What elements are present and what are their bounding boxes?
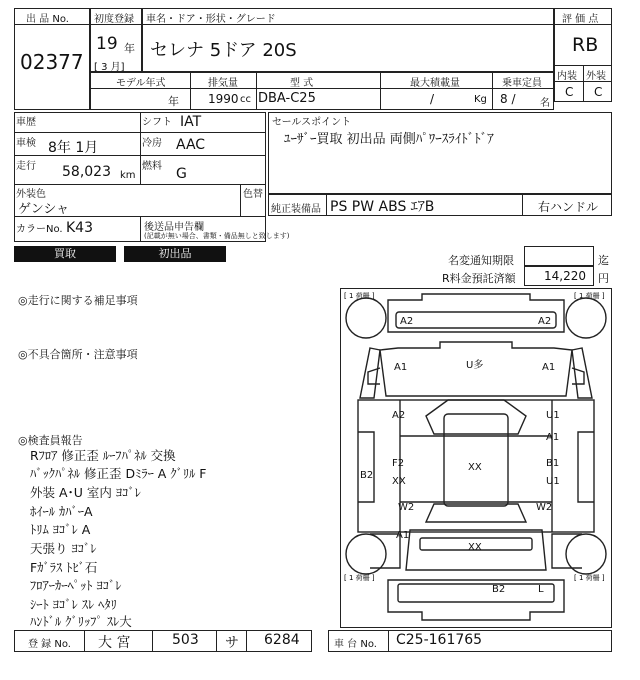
aftermarket-label: 後送品申告欄 bbox=[144, 222, 204, 233]
model-label: 型 式 bbox=[290, 78, 314, 89]
displacement: 1990 bbox=[208, 92, 239, 106]
ac-label: 冷房 bbox=[142, 138, 162, 149]
chassis: C25-161765 bbox=[396, 632, 483, 648]
inspection: 8年 1月 bbox=[48, 140, 99, 156]
model-year-label: モデル年式 bbox=[116, 78, 166, 89]
year-unit: 年 bbox=[124, 42, 135, 55]
mark-a1-left-top: A1 bbox=[394, 362, 408, 373]
mark-u1-right: U1 bbox=[546, 476, 560, 487]
mark-a2-front-left: A2 bbox=[400, 316, 414, 327]
steering: 右ハンドル bbox=[538, 200, 599, 214]
color-label: 外装色 bbox=[16, 189, 46, 200]
inspector-line: 天張り ﾖｺﾞﾚ bbox=[30, 541, 97, 556]
name-change-unit: 迄 bbox=[598, 254, 609, 267]
interior-grade: C bbox=[565, 85, 574, 99]
chassis-label: 車 台 No. bbox=[334, 639, 377, 650]
lot-no-label: 出 品 No. bbox=[26, 14, 69, 25]
capacity: 8 / bbox=[500, 92, 516, 106]
driving-notes-label: ◎走行に関する補足事項 bbox=[18, 294, 138, 307]
sales-point-text: ﾕｰｻﾞｰ買取 初出品 両側ﾊﾟﾜｰｽﾗｲﾄﾞﾄﾞｱ bbox=[284, 132, 494, 147]
mark-a1-left-rear: A1 bbox=[396, 530, 410, 541]
mileage: 58,023 bbox=[62, 164, 111, 180]
inspector-line: Fｶﾞﾗｽ ﾄﾋﾞ石 bbox=[30, 560, 98, 575]
tag-buyback: 買取 bbox=[14, 246, 116, 262]
history-label: 車歴 bbox=[16, 117, 36, 128]
rating-label: 評 価 点 bbox=[562, 14, 599, 25]
inspector-line: Rﾌﾛｱ 修正歪 ﾙｰﾌﾊﾟﾈﾙ 交換 bbox=[30, 448, 176, 463]
inspector-line: ﾌﾛｱｰｶｰﾍﾟｯﾄ ﾖｺﾞﾚ bbox=[30, 578, 122, 593]
reg-class: 503 bbox=[172, 632, 199, 648]
reg-place: 大 宮 bbox=[98, 635, 131, 651]
exterior-grade: C bbox=[594, 85, 603, 99]
model: DBA-C25 bbox=[258, 91, 316, 106]
exterior-label: 外装 bbox=[586, 71, 606, 82]
max-load-label: 最大積載量 bbox=[410, 78, 460, 89]
inspector-line: ﾊﾞｯｸﾊﾟﾈﾙ 修正歪 Dﾐﾗｰ A ｸﾞﾘﾙ F bbox=[30, 466, 207, 481]
reg-kana: サ bbox=[225, 635, 239, 651]
inspector-line: ﾊﾝﾄﾞﾙ ｸﾞﾘｯﾌﾟ ｽﾚ大 bbox=[30, 614, 132, 629]
model-year-unit: 年 bbox=[168, 95, 179, 108]
first-reg-label: 初度登録 bbox=[94, 14, 134, 25]
mark-a1-right-door: A1 bbox=[546, 432, 560, 443]
inspector-line: ｼｰﾄ ﾖｺﾞﾚ ｽﾚ ﾍﾀﾘ bbox=[30, 597, 117, 612]
aftermarket-note: (記載が無い場合、書類・備品無しと致します) bbox=[144, 232, 290, 240]
mark-l-rear: L bbox=[538, 584, 544, 595]
mark-xx-rear: XX bbox=[468, 542, 482, 553]
reg-no-label: 登 録 No. bbox=[28, 639, 71, 650]
mileage-unit: km bbox=[120, 170, 136, 181]
first-reg-month: [ 3 月] bbox=[94, 62, 125, 73]
displacement-unit: cc bbox=[240, 94, 251, 105]
mark-xx-left: XX bbox=[392, 476, 406, 487]
mark-u-roof: U多 bbox=[466, 360, 484, 371]
color: ゲンシャ bbox=[18, 202, 70, 217]
mark-a2-front-right: A2 bbox=[538, 316, 552, 327]
defect-notes-label: ◎不具合箇所・注意事項 bbox=[18, 348, 138, 361]
mark-b2-left: B2 bbox=[360, 470, 374, 481]
mark-b2-rear: B2 bbox=[492, 584, 506, 595]
inspector-line: ﾎｲｰﾙ ｶﾊﾞｰA bbox=[30, 504, 93, 519]
recycle-unit: 円 bbox=[598, 272, 609, 285]
mark-u1-right-door: U1 bbox=[546, 410, 560, 421]
recycle-label: R料金預託済額 bbox=[442, 272, 516, 285]
ac: AAC bbox=[176, 137, 206, 153]
sales-point-label: セールスポイント bbox=[272, 117, 352, 128]
mark-w2-right: W2 bbox=[536, 502, 553, 513]
name-change-box bbox=[524, 246, 594, 266]
capacity-unit: 名 bbox=[540, 98, 550, 109]
inspection-label: 車検 bbox=[16, 138, 36, 149]
lot-no: 02377 bbox=[20, 50, 84, 74]
mark-w2-left: W2 bbox=[398, 502, 415, 513]
mark-xx-center: XX bbox=[468, 462, 482, 473]
color-no-label: カラーNo. bbox=[16, 224, 63, 235]
rating: RB bbox=[572, 34, 599, 56]
color-no: K43 bbox=[66, 220, 93, 236]
mark-a2-left-door: A2 bbox=[392, 410, 406, 421]
shift-label: シフト bbox=[142, 117, 172, 128]
corner-label-tr: [ 1 荷柵 ] bbox=[574, 292, 605, 300]
fuel: G bbox=[176, 166, 187, 182]
max-load-unit: Kg bbox=[474, 94, 487, 105]
mileage-label: 走行 bbox=[16, 161, 36, 172]
car-damage-diagram bbox=[340, 288, 612, 628]
mark-f2-left: F2 bbox=[392, 458, 405, 469]
corner-label-bl: [ 1 荷柵 ] bbox=[344, 574, 375, 582]
car-name: セレナ 5ドア 20S bbox=[150, 40, 297, 61]
name-change-label: 名変通知期限 bbox=[448, 254, 514, 267]
displacement-label: 排気量 bbox=[208, 78, 238, 89]
shift: IAT bbox=[180, 114, 202, 130]
first-reg-year: 19 bbox=[96, 34, 118, 54]
reg-number: 6284 bbox=[264, 632, 300, 648]
inspector-label: ◎検査員報告 bbox=[18, 434, 83, 447]
interior-label: 内装 bbox=[557, 71, 577, 82]
corner-label-br: [ 1 荷柵 ] bbox=[574, 574, 605, 582]
corner-label-tl: [ 1 荷柵 ] bbox=[344, 292, 375, 300]
capacity-label: 乗車定員 bbox=[502, 78, 542, 89]
equipment-label: 純正装備品 bbox=[271, 204, 321, 215]
equipment: PS PW ABS ｴｱB bbox=[330, 199, 435, 215]
max-load: / bbox=[430, 92, 435, 106]
car-name-label: 車名・ドア・形状・グレード bbox=[146, 14, 276, 25]
wheel-icon bbox=[566, 298, 606, 338]
color-change-label: 色替 bbox=[243, 189, 263, 200]
tag-first-listing: 初出品 bbox=[124, 246, 226, 262]
fuel-label: 燃料 bbox=[142, 161, 162, 172]
mark-b1-right: B1 bbox=[546, 458, 560, 469]
wheel-icon bbox=[346, 298, 386, 338]
recycle-fee: 14,220 bbox=[544, 269, 586, 283]
inspector-line: ﾄﾘﾑ ﾖｺﾞﾚ A bbox=[30, 522, 91, 537]
inspector-line: 外装 A･U 室内 ﾖｺﾞﾚ bbox=[30, 485, 141, 500]
mark-a1-right-top: A1 bbox=[542, 362, 556, 373]
